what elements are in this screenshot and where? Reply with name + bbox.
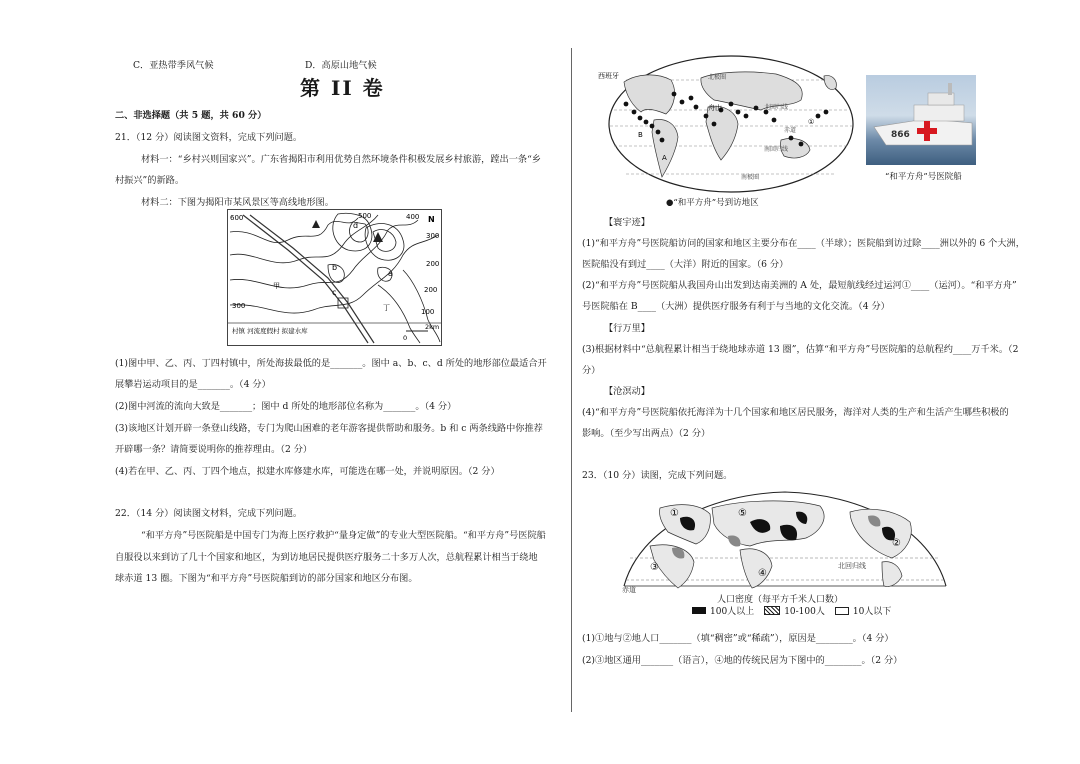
- contour-label: 300: [426, 232, 440, 240]
- contour-label: 600: [230, 214, 244, 222]
- q21-material2: 材料二：下图为揭阳市某风景区等高线地形图。: [141, 197, 334, 208]
- q22-para-line3: 球赤道 13 圈。下图为“和平方舟”号医院船到访的部分国家和地区分布图。: [115, 573, 418, 584]
- q23-sub2: (2)③地区通用_______（语言），④地的传统民居为下图中的________。（2 分）: [582, 655, 903, 666]
- section-header-cangming: 【沧溟动】: [604, 386, 650, 397]
- q22-sub2-line1: (2)“和平方舟”号医院船从我国舟山出发到达南美洲的 A 处，最短航线经过运河①____（运河）。“和平方舟”: [582, 280, 1017, 291]
- q21-sub4: (4)若在甲、乙、丙、丁四个地点，拟建水库修建水库，可能选在哪一处，并说明原因。（2 分）: [115, 466, 500, 477]
- map-label-tropic-cancer: 北回归线: [764, 104, 789, 111]
- map-label-arctic-circle: 北极圈: [708, 74, 727, 81]
- point-label: c: [332, 288, 337, 297]
- contour-label: 200: [424, 286, 438, 294]
- point-label: d: [353, 221, 359, 230]
- contour-map: [227, 209, 442, 346]
- map-label-equator: 赤道: [784, 127, 797, 134]
- section-header-huanyu: 【寰宇迹】: [604, 217, 650, 228]
- point-label: b: [332, 263, 338, 272]
- q22-para-line1: “和平方舟”号医院船是中国专门为海上医疗救护“量身定做”的专业大型医院船。“和平方舟”号医院船: [141, 530, 546, 541]
- contour-label: 500: [358, 212, 372, 220]
- q22-sub4-line1: (4)“和平方舟”号医院船依托海洋为十几个国家和地区居民服务，海洋对人类的生产和生活产生哪些积极的: [582, 407, 1009, 418]
- map-label-spain: 西班牙: [598, 72, 619, 80]
- map-marker-3: ③: [650, 562, 659, 573]
- point-label: a: [388, 269, 393, 278]
- option-c: C．亚热带季风气候: [133, 60, 214, 71]
- map-legend: 村镇 河流度假村 拟建水库: [232, 327, 308, 335]
- q23-intro: 23．（10 分）读图，完成下列问题。: [582, 470, 733, 481]
- legend-label-sparse: 10人以下: [852, 607, 892, 617]
- q22-sub3-line1: (3)根据材料中“总航程累计相当于绕地球赤道 13 圈”，估算“和平方舟”号医院船的总航程约____万千米。（2: [582, 344, 1019, 355]
- contour-label: 200: [426, 260, 440, 268]
- map-label-b: B: [638, 131, 643, 139]
- map-label-tropic-capricorn: 南回归线: [764, 146, 789, 153]
- contour-label: 300: [232, 302, 246, 310]
- village-label: 丁: [383, 304, 390, 312]
- q22-para-line2: 自服役以来到访了几十个国家和地区，为到访地居民提供医疗服务二十多万人次，总航程累计相当于绕地: [115, 552, 538, 563]
- q21-sub3-line1: (3)该地区计划开辟一条登山线路，专门为爬山困难的老年游客提供帮助和服务。b 和 c 两条线路中你推荐: [115, 423, 543, 434]
- visit-map: [596, 52, 856, 197]
- ship-photo: [866, 75, 976, 165]
- q22-sub1-line2: 医院船没有到过____（大洋）附近的国家。（6 分）: [582, 259, 789, 270]
- legend-swatch-dense: [692, 607, 706, 614]
- legend-label-medium: 10-100人: [784, 607, 825, 617]
- q22-sub2-line2: 号医院船在 B____（大洲）提供医疗服务有利于与当地的文化交流。（4 分）: [582, 301, 890, 312]
- visit-map-caption: ●“和平方舟”号到访地区: [666, 198, 759, 208]
- map-label-antarctic-circle: 南极圈: [741, 174, 760, 181]
- q21-sub3-line2: 开辟哪一条？请简要说明你的推荐理由。（2 分）: [115, 444, 313, 455]
- map-label-tropic-cancer: 北回归线: [838, 562, 866, 570]
- q22-sub4-line2: 影响。（至少写出两点）（2 分）: [582, 428, 711, 439]
- map-label-a: A: [662, 154, 667, 162]
- map-marker-5: ⑤: [738, 508, 747, 519]
- contour-label: 400: [406, 213, 420, 221]
- legend-label-dense: 100人以上: [710, 607, 755, 617]
- q22-sub1-line1: (1)“和平方舟”号医院船访问的国家和地区主要分布在____（半球）；医院船到访过除____洲以外的 6 个大洲，: [582, 238, 1025, 249]
- scale-label: 2km: [425, 323, 440, 331]
- village-label: 甲: [273, 282, 280, 290]
- map-marker-4: ④: [758, 568, 767, 579]
- north-arrow: N: [428, 215, 435, 224]
- q21-material1-line2: 村振兴”的新路。: [115, 175, 185, 186]
- q21-sub1-line2: 展攀岩运动项目的是_______。（4 分）: [115, 379, 271, 390]
- q21-material1-line1: 材料一：“乡村兴则国家兴”。广东省揭阳市利用优势自然环境条件积极发展乡村旅游，蹚出一条“乡: [141, 154, 541, 165]
- section-heading: 二、非选择题（共 5 题，共 60 分）: [115, 110, 267, 121]
- q21-sub1-line1: (1)图中甲、乙、丙、丁四村镇中，所处海拔最低的是_______。图中 a、b、c、d 所处的地形部位最适合开: [115, 358, 547, 369]
- q21-sub2: (2)图中河流的流向大致是_______；图中 d 所处的地形部位名称为_______。（4 分）: [115, 401, 457, 412]
- q22-sub3-line2: 分）: [582, 365, 601, 376]
- map-marker-2: ②: [892, 538, 901, 549]
- column-divider: [571, 48, 572, 712]
- section-header-xingwanli: 【行万里】: [604, 323, 650, 334]
- map-label-zhoushan: 舟山: [708, 104, 722, 112]
- legend-swatch-medium: [764, 606, 780, 615]
- population-legend: [692, 604, 891, 617]
- volume-title: 第 II 卷: [300, 76, 385, 100]
- legend-title: 人口密度（每平方千米人口数）: [717, 595, 844, 605]
- population-map: [620, 488, 950, 596]
- contour-label: 100: [421, 308, 435, 316]
- option-d: D．高原山地气候: [305, 60, 377, 71]
- ship-photo-caption: “和平方舟”号医院船: [885, 172, 962, 182]
- scale-zero: 0: [403, 334, 408, 342]
- map-label-equator: 赤道: [622, 586, 636, 594]
- legend-swatch-sparse: [835, 607, 849, 615]
- map-marker-1: ①: [670, 508, 679, 519]
- q22-intro: 22．（14 分）阅读图文材料，完成下列问题。: [115, 508, 303, 519]
- q23-sub1: (1)①地与②地人口_______（填“稠密”或“稀疏”），原因是________。（4 分）: [582, 633, 894, 644]
- ship-number: 866: [891, 130, 910, 140]
- q21-intro: 21．（12 分）阅读图文资料，完成下列问题。: [115, 132, 303, 143]
- map-label-canal: ①: [808, 118, 815, 126]
